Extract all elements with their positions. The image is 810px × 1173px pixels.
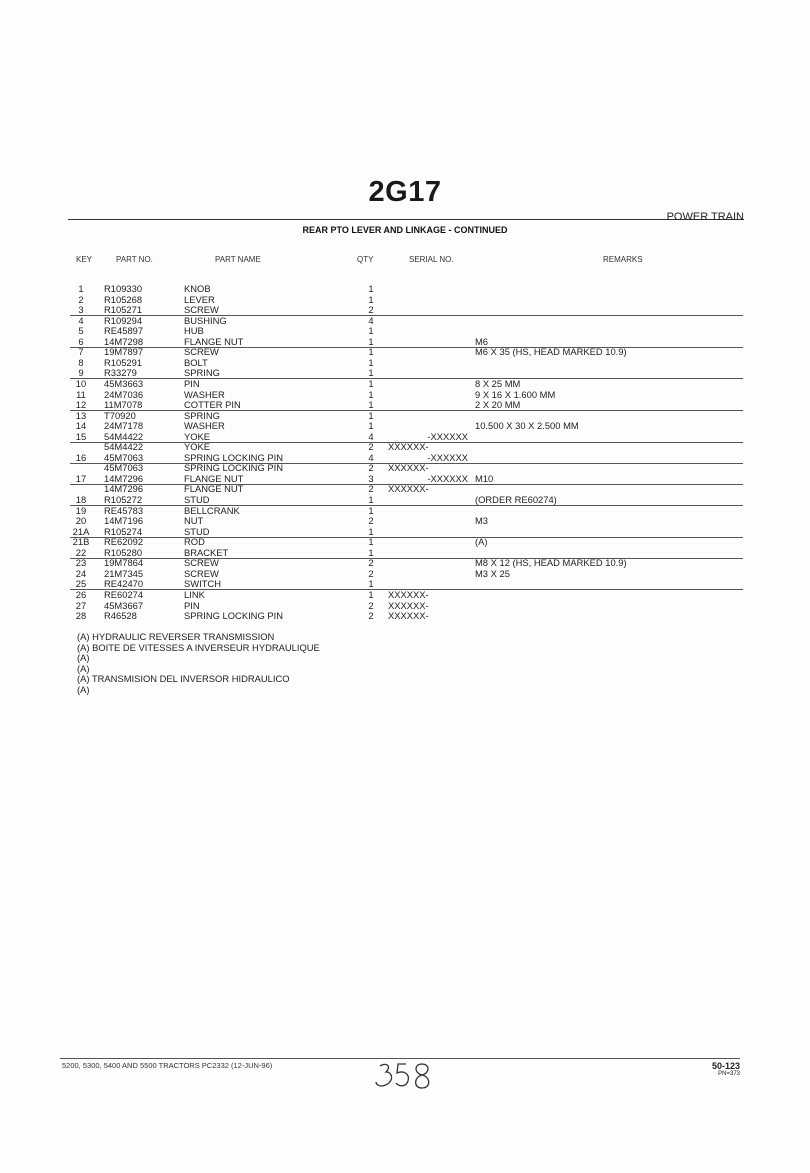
key-cell: 3 [78, 304, 84, 316]
remarks-cell: M10 [475, 472, 494, 484]
remarks-cell: M8 X 12 (HS, HEAD MARKED 10.9) [475, 557, 627, 569]
part-number-cell: RE62092 [104, 536, 144, 548]
handwritten-page-number [372, 1060, 436, 1092]
qty-cell: 2 [368, 304, 374, 316]
part-name-cell: WASHER [184, 388, 225, 400]
header-rule [68, 219, 744, 220]
footnote-line: (A) [77, 683, 90, 695]
part-number-cell: 14M7196 [104, 515, 144, 527]
key-cell: 7 [78, 346, 84, 358]
footnote-line: (A) BOITE DE VITESSES A INVERSEUR HYDRAULIQUE [77, 641, 320, 653]
qty-cell: 1 [368, 494, 374, 505]
qty-cell: 1 [368, 399, 374, 411]
part-number-cell: RE60274 [104, 588, 144, 600]
serial-cell: XXXXXX- [388, 610, 429, 622]
table-row [0, 611, 810, 622]
remarks-cell: M3 [475, 515, 489, 527]
part-number-cell: RE42470 [104, 578, 144, 590]
qty-cell: 1 [368, 409, 374, 421]
table-row [0, 590, 810, 601]
serial-cell: XXXXXX- [388, 462, 429, 474]
key-cell: 2 [78, 293, 84, 305]
part-number-cell: 21M7345 [104, 567, 144, 579]
part-number-cell: T70920 [104, 409, 136, 421]
serial-cell: -XXXXXX [427, 451, 468, 463]
part-name-cell: YOKE [184, 441, 211, 453]
key-cell: 10 [75, 377, 87, 389]
remarks-cell: M6 X 35 (HS, HEAD MARKED 10.9) [475, 346, 627, 358]
section-title: POWER TRAIN [666, 211, 744, 223]
qty-cell: 1 [368, 388, 374, 400]
qty-cell: 1 [368, 367, 374, 379]
part-name-cell: SPRING LOCKING PIN [184, 610, 283, 622]
part-number-cell: R105274 [104, 525, 143, 537]
qty-cell: 1 [368, 283, 374, 294]
key-cell: 18 [75, 494, 87, 505]
qty-cell: 2 [368, 567, 374, 579]
key-cell: 20 [75, 515, 87, 527]
qty-cell: 1 [368, 504, 374, 516]
part-name-cell: YOKE [184, 430, 211, 442]
serial-cell: XXXXXX- [388, 599, 429, 611]
part-name-cell: SCREW [184, 346, 219, 358]
serial-cell: -XXXXXX [427, 472, 468, 484]
key-cell: 8 [78, 356, 84, 368]
part-number-cell: RE45783 [104, 504, 144, 516]
footnotes [77, 632, 320, 696]
col-header-key: KEY [76, 255, 93, 264]
remarks-cell: 9 X 16 X 1.600 MM [475, 388, 556, 400]
col-header-part-no: PART NO. [116, 255, 153, 264]
part-number-cell: 14M7296 [104, 472, 144, 484]
key-cell: 27 [75, 599, 87, 611]
qty-cell: 2 [368, 599, 374, 611]
footer-rule [60, 1058, 740, 1059]
part-name-cell: FLANGE NUT [184, 472, 244, 484]
page-number: 50-123 [711, 1061, 740, 1071]
col-header-serial-no: SERIAL NO. [409, 255, 454, 264]
col-header-remarks: REMARKS [603, 255, 643, 264]
qty-cell: 2 [368, 441, 374, 453]
part-name-cell: SCREW [184, 557, 219, 569]
key-cell: 13 [75, 409, 87, 421]
part-number-cell: R105291 [104, 356, 143, 368]
part-name-cell: STUD [184, 525, 210, 537]
part-name-cell: FLANGE NUT [184, 335, 244, 347]
part-number-cell: R105268 [104, 293, 143, 305]
remarks-cell: 10.500 X 30 X 2.500 MM [475, 420, 579, 432]
subtitle: REAR PTO LEVER AND LINKAGE - CONTINUED [302, 225, 508, 235]
part-number-cell: RE45897 [104, 325, 144, 337]
remarks-cell: (ORDER RE60274) [475, 494, 557, 505]
key-cell: 25 [75, 578, 87, 590]
col-header-part-name: PART NAME [215, 255, 261, 264]
serial-cell: XXXXXX- [388, 441, 429, 453]
key-cell: 12 [75, 399, 87, 411]
part-number-cell: 14M7296 [104, 483, 144, 495]
qty-cell: 1 [368, 356, 374, 368]
part-number-cell: R109294 [104, 314, 143, 326]
part-name-cell: WASHER [184, 420, 225, 432]
page-code: 2G17 [368, 176, 442, 208]
key-cell: 4 [78, 314, 84, 326]
part-name-cell: BUSHING [184, 314, 227, 326]
footnote-line: (A) [77, 652, 90, 664]
qty-cell: 4 [368, 314, 374, 326]
key-cell: 5 [78, 325, 84, 337]
remarks-cell: 2 X 20 MM [475, 399, 521, 411]
pn-number: PN=373 [718, 1071, 740, 1077]
part-name-cell: BRACKET [184, 546, 229, 558]
footer-page-number [712, 1061, 740, 1077]
remarks-cell: (A) [475, 536, 488, 548]
part-name-cell: BOLT [184, 356, 208, 368]
part-name-cell: SPRING [184, 409, 220, 421]
serial-cell: -XXXXXX [427, 430, 468, 442]
part-name-cell: SPRING [184, 367, 220, 379]
serial-cell: XXXXXX- [388, 588, 429, 600]
qty-cell: 2 [368, 483, 374, 495]
qty-cell: 4 [368, 451, 374, 463]
key-cell: 21A [72, 525, 90, 537]
part-name-cell: HUB [184, 325, 204, 337]
part-number-cell: 19M7864 [104, 557, 144, 569]
part-number-cell: 14M7298 [104, 335, 144, 347]
part-number-cell: 54M4422 [104, 441, 144, 453]
part-number-cell: 54M4422 [104, 430, 144, 442]
part-name-cell: PIN [184, 377, 200, 389]
part-number-cell: R105272 [104, 494, 143, 505]
part-number-cell: 24M7178 [104, 420, 144, 432]
qty-cell: 1 [368, 325, 374, 337]
key-cell: 6 [78, 335, 84, 347]
qty-cell: 1 [368, 578, 374, 590]
part-name-cell: SCREW [184, 304, 219, 316]
part-name-cell: LINK [184, 588, 205, 600]
part-name-cell: SWITCH [184, 578, 221, 590]
key-cell: 9 [78, 367, 84, 379]
qty-cell: 1 [368, 546, 374, 558]
part-name-cell: STUD [184, 494, 210, 505]
key-cell: 16 [75, 451, 87, 463]
key-cell: 21B [72, 536, 90, 548]
qty-cell: 1 [368, 588, 374, 600]
qty-cell: 2 [368, 557, 374, 569]
part-number-cell: 45M3667 [104, 599, 144, 611]
qty-cell: 3 [368, 472, 374, 484]
qty-cell: 2 [368, 515, 374, 527]
key-cell: 1 [78, 283, 84, 294]
key-cell: 26 [75, 588, 87, 600]
part-name-cell: BELLCRANK [184, 504, 240, 516]
qty-cell: 4 [368, 430, 374, 442]
table-row [0, 495, 810, 506]
part-name-cell: COTTER PIN [184, 399, 241, 411]
part-number-cell: 24M7036 [104, 388, 144, 400]
part-name-cell: FLANGE NUT [184, 483, 244, 495]
part-name-cell: PIN [184, 599, 200, 611]
part-name-cell: NUT [184, 515, 204, 527]
col-header-qty: QTY [357, 255, 374, 264]
table-row [0, 400, 810, 411]
qty-cell: 1 [368, 420, 374, 432]
key-cell: 14 [75, 420, 87, 432]
footnote-line: (A) TRANSMISION DEL INVERSOR HIDRAULICO [77, 673, 290, 685]
part-name-cell: LEVER [184, 293, 215, 305]
remarks-cell: M3 X 25 [475, 567, 510, 579]
part-number-cell: R46528 [104, 610, 137, 622]
part-number-cell: 45M7063 [104, 451, 144, 463]
key-cell: 19 [75, 504, 87, 516]
part-name-cell: SPRING LOCKING PIN [184, 462, 283, 474]
part-number-cell: R105271 [104, 304, 143, 316]
footer-left: 5200, 5300, 5400 AND 5500 TRACTORS PC2332 (12-JUN-96) [62, 1061, 273, 1070]
part-name-cell: ROD [184, 536, 205, 548]
table-row [0, 284, 810, 295]
part-number-cell: 19M7897 [104, 346, 144, 358]
qty-cell: 1 [368, 293, 374, 305]
key-cell: 15 [75, 430, 87, 442]
key-cell: 24 [75, 567, 87, 579]
qty-cell: 1 [368, 536, 374, 548]
serial-cell: XXXXXX- [388, 483, 429, 495]
remarks-cell: 8 X 25 MM [475, 377, 521, 389]
part-number-cell: R105280 [104, 546, 143, 558]
part-number-cell: R109330 [104, 283, 143, 294]
part-number-cell: R33279 [104, 367, 137, 379]
part-number-cell: 11M7078 [104, 399, 143, 411]
part-number-cell: 45M3663 [104, 377, 144, 389]
qty-cell: 1 [368, 377, 374, 389]
footnote-line: (A) [77, 662, 90, 674]
remarks-cell: M6 [475, 335, 489, 347]
qty-cell: 2 [368, 610, 374, 622]
part-name-cell: SPRING LOCKING PIN [184, 451, 283, 463]
qty-cell: 1 [368, 525, 374, 537]
key-cell: 22 [75, 546, 87, 558]
part-number-cell: 45M7063 [104, 462, 144, 474]
qty-cell: 1 [368, 335, 374, 347]
key-cell: 17 [75, 472, 87, 484]
qty-cell: 1 [368, 346, 374, 358]
qty-cell: 2 [368, 462, 374, 474]
key-cell: 11 [76, 388, 86, 400]
key-cell: 28 [75, 610, 87, 622]
footnote-line: (A) HYDRAULIC REVERSER TRANSMISSION [77, 631, 275, 642]
part-name-cell: KNOB [184, 283, 211, 294]
part-name-cell: SCREW [184, 567, 219, 579]
key-cell: 23 [75, 557, 87, 569]
table-row [0, 379, 810, 390]
